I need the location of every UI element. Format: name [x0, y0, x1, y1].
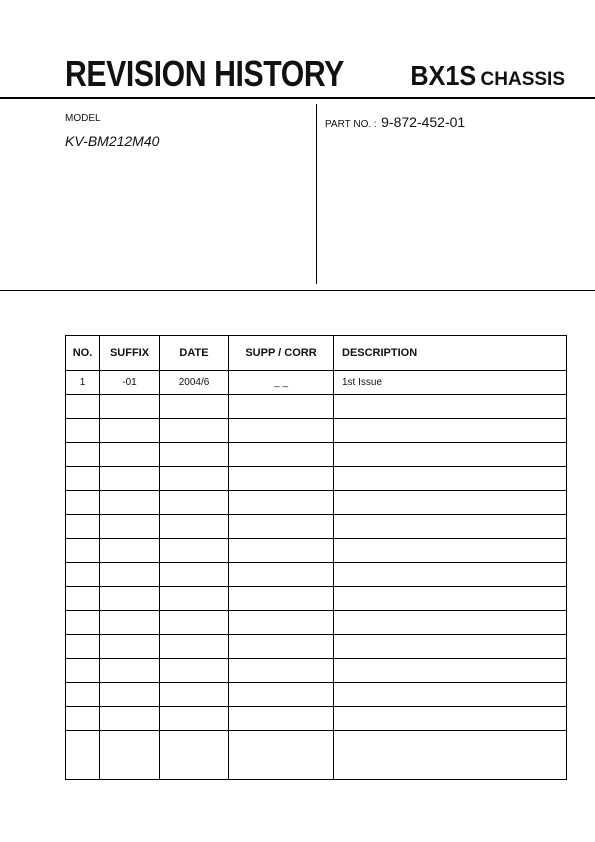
cell-supp-corr	[229, 731, 334, 780]
cell-date	[160, 635, 229, 659]
cell-description: 1st Issue	[334, 371, 567, 395]
part-number	[325, 114, 465, 132]
cell-supp-corr	[229, 635, 334, 659]
cell-description	[334, 683, 567, 707]
cell-supp-corr	[229, 563, 334, 587]
chassis-word: CHASSIS	[480, 69, 565, 90]
cell-no	[66, 611, 100, 635]
cell-suffix	[100, 491, 160, 515]
cell-suffix	[100, 443, 160, 467]
cell-no	[66, 443, 100, 467]
cell-date	[160, 395, 229, 419]
table-row	[66, 635, 567, 659]
cell-suffix	[100, 587, 160, 611]
cell-date	[160, 707, 229, 731]
cell-suffix	[100, 467, 160, 491]
cell-date	[160, 611, 229, 635]
cell-description	[334, 539, 567, 563]
cell-supp-corr	[229, 515, 334, 539]
cell-description	[334, 635, 567, 659]
header-rule	[0, 97, 595, 99]
cell-no	[66, 563, 100, 587]
table-row	[66, 539, 567, 563]
col-header-suffix: SUFFIX	[100, 336, 160, 371]
cell-supp-corr	[229, 587, 334, 611]
table-row	[66, 659, 567, 683]
cell-no	[66, 467, 100, 491]
cell-date	[160, 587, 229, 611]
cell-date	[160, 491, 229, 515]
part-number-label: PART NO. :	[325, 119, 377, 130]
cell-supp-corr: _ _	[229, 371, 334, 395]
cell-no	[66, 707, 100, 731]
table-row	[66, 395, 567, 419]
cell-date: 2004/6	[160, 371, 229, 395]
cell-supp-corr	[229, 659, 334, 683]
chassis-heading	[403, 62, 565, 90]
cell-supp-corr	[229, 707, 334, 731]
cell-supp-corr	[229, 467, 334, 491]
cell-description	[334, 707, 567, 731]
cell-suffix	[100, 563, 160, 587]
table-row	[66, 683, 567, 707]
cell-no: 1	[66, 371, 100, 395]
cell-description	[334, 587, 567, 611]
header-divider	[316, 104, 317, 284]
table-row	[66, 491, 567, 515]
cell-supp-corr	[229, 419, 334, 443]
part-number-value: 9-872-452-01	[381, 114, 466, 130]
table-row	[66, 515, 567, 539]
cell-date	[160, 515, 229, 539]
cell-date	[160, 659, 229, 683]
cell-description	[334, 563, 567, 587]
table-row	[66, 467, 567, 491]
table-row	[66, 707, 567, 731]
cell-date	[160, 443, 229, 467]
chassis-code: BX1S	[410, 60, 477, 91]
table-row	[66, 419, 567, 443]
table-row	[66, 731, 567, 780]
col-header-description: DESCRIPTION	[334, 336, 567, 371]
cell-date	[160, 563, 229, 587]
section-rule	[0, 290, 595, 291]
cell-supp-corr	[229, 443, 334, 467]
cell-no	[66, 731, 100, 780]
cell-description	[334, 467, 567, 491]
cell-description	[334, 731, 567, 780]
cell-suffix	[100, 635, 160, 659]
cell-description	[334, 515, 567, 539]
cell-description	[334, 611, 567, 635]
cell-suffix: -01	[100, 371, 160, 395]
cell-no	[66, 539, 100, 563]
table-row	[66, 587, 567, 611]
cell-date	[160, 683, 229, 707]
cell-supp-corr	[229, 395, 334, 419]
cell-no	[66, 395, 100, 419]
cell-suffix	[100, 707, 160, 731]
table-header-row	[66, 336, 567, 371]
cell-description	[334, 491, 567, 515]
cell-suffix	[100, 515, 160, 539]
cell-suffix	[100, 683, 160, 707]
cell-no	[66, 419, 100, 443]
cell-no	[66, 635, 100, 659]
table-row	[66, 563, 567, 587]
cell-no	[66, 683, 100, 707]
cell-date	[160, 419, 229, 443]
cell-no	[66, 491, 100, 515]
cell-supp-corr	[229, 611, 334, 635]
cell-description	[334, 419, 567, 443]
cell-suffix	[100, 659, 160, 683]
cell-no	[66, 587, 100, 611]
cell-no	[66, 515, 100, 539]
col-header-date: DATE	[160, 336, 229, 371]
cell-suffix	[100, 539, 160, 563]
cell-supp-corr	[229, 539, 334, 563]
col-header-supp-corr: SUPP / CORR	[229, 336, 334, 371]
cell-suffix	[100, 731, 160, 780]
cell-date	[160, 731, 229, 780]
cell-description	[334, 443, 567, 467]
cell-description	[334, 395, 567, 419]
cell-date	[160, 539, 229, 563]
cell-no	[66, 659, 100, 683]
page-title: REVISION HISTORY	[65, 53, 344, 94]
model-label: MODEL	[65, 113, 101, 124]
model-value: KV-BM212M40	[65, 133, 160, 149]
cell-suffix	[100, 611, 160, 635]
cell-description	[334, 659, 567, 683]
col-header-no: NO.	[66, 336, 100, 371]
table-row	[66, 371, 567, 395]
cell-supp-corr	[229, 491, 334, 515]
cell-suffix	[100, 419, 160, 443]
cell-date	[160, 467, 229, 491]
cell-suffix	[100, 395, 160, 419]
table-row	[66, 443, 567, 467]
table-row	[66, 611, 567, 635]
revision-table	[65, 335, 567, 780]
cell-supp-corr	[229, 683, 334, 707]
